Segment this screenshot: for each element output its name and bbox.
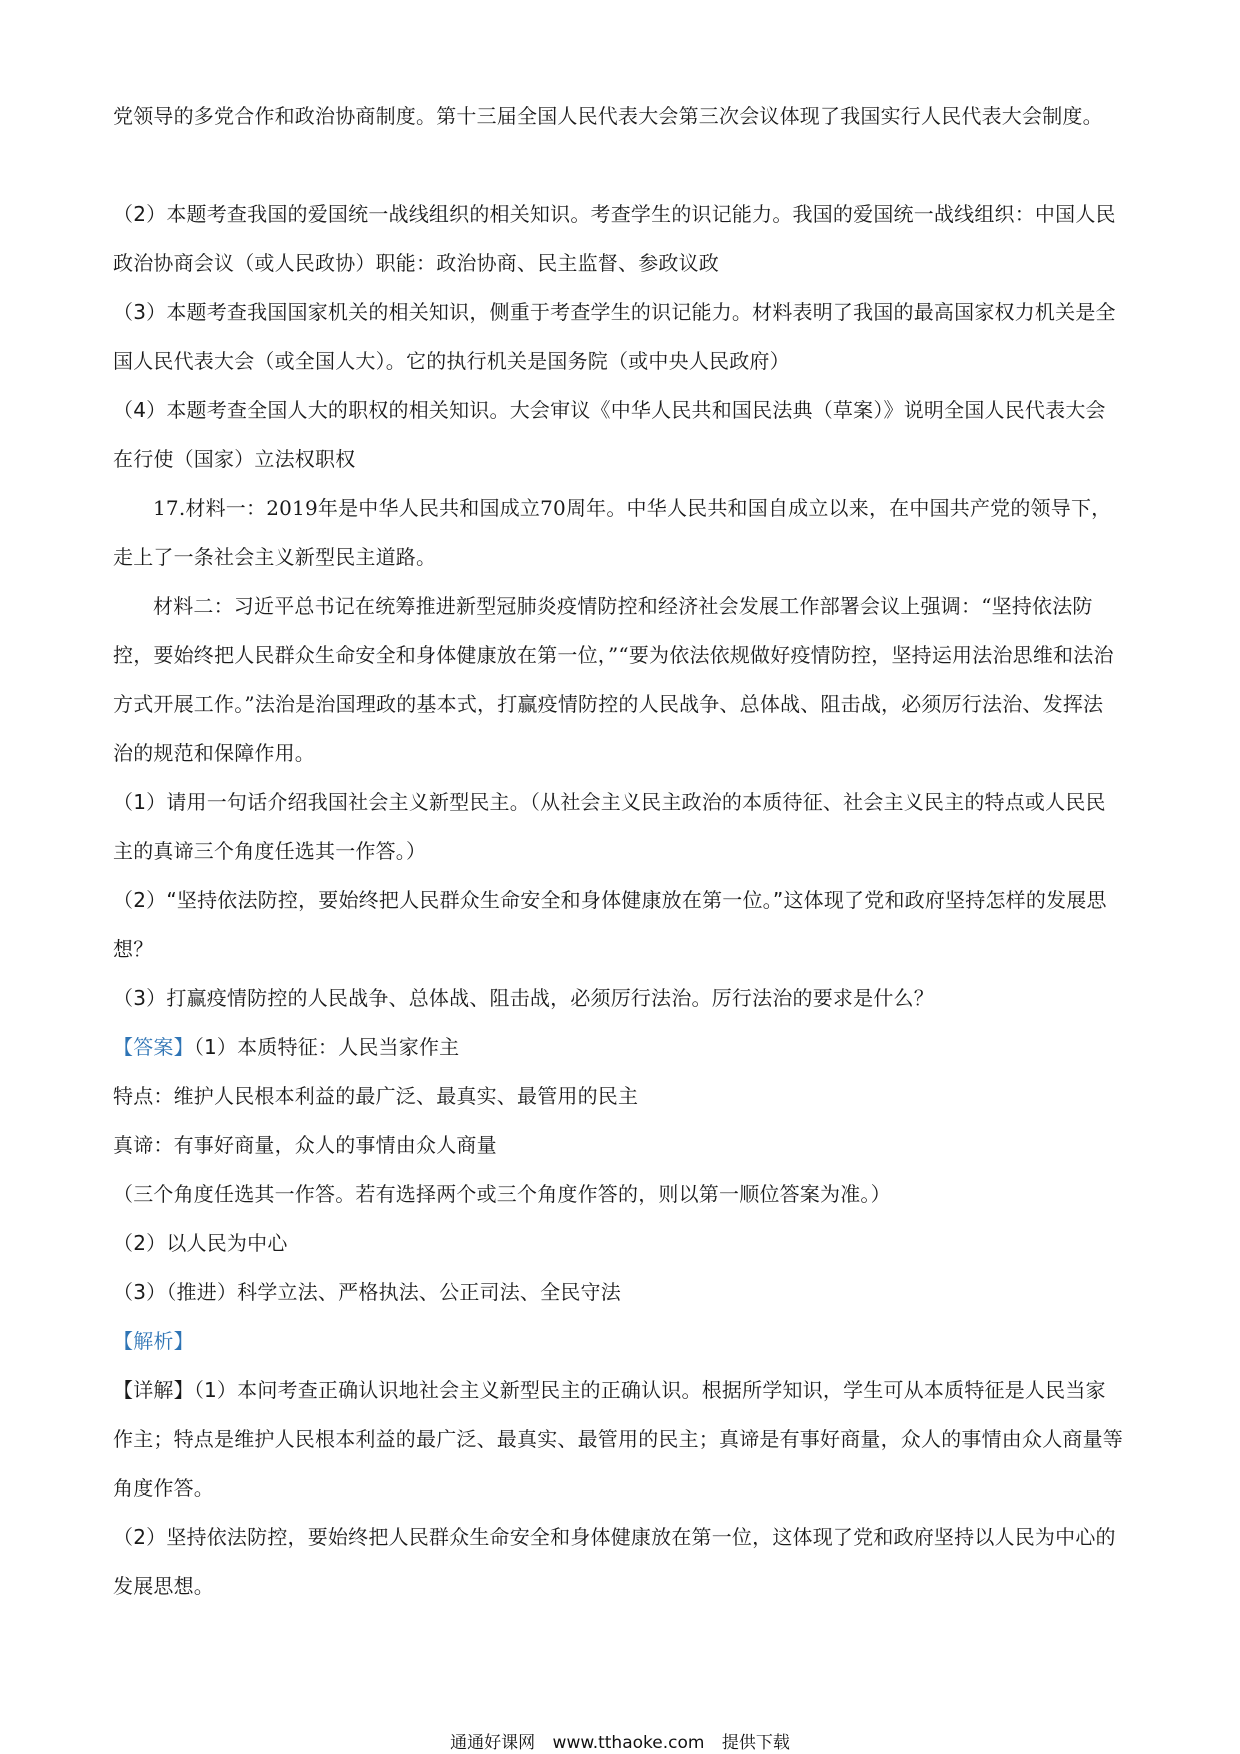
- material-two: 材料二：习近平总书记在统筹推进新型冠肺炎疫情防控和经济社会发展工作部署会议上强调：“坚持依法防控，要始终把人民群众生命安全和身体健康放在第一位，”“要为依法依规做好疫情防控，坚持运用法治思维和法治方式开展工作。”法治是治国理政的基本式，打赢疫情防控的人民战争、总体战、阻击战，必须厉行法治、发挥法治的规范和保障作用。: [113, 594, 1114, 765]
- analysis-tag: 【解析】: [113, 1329, 194, 1353]
- answer-trait: 特点：维护人民根本利益的最广泛、最真实、最管用的民主: [113, 1084, 639, 1108]
- answer-item-1: （1）本质特征：人民当家作主: [193, 1035, 460, 1059]
- footer-suffix: 提供下载: [721, 1733, 790, 1753]
- answer-item-3: （3）（推进）科学立法、严格执法、公正司法、全民守法: [113, 1280, 621, 1304]
- answer-note: （三个角度任选其一作答。若有选择两个或三个角度作答的，则以第一顺位答案为准。）: [113, 1182, 891, 1206]
- detail-1-text: （1）本问考查正确认识地社会主义新型民主的正确认识。根据所学知识，学生可从本质特征是人民当家作主；特点是维护人民根本利益的最广泛、最真实、最管用的民主；真谛是有事好商量，众人的事情由众人商量等角度作答。: [113, 1378, 1123, 1500]
- prev-question-3: （3）本题考查我国国家机关的相关知识，侧重于考查学生的识记能力。材料表明了我国的最高国家权力机关是全国人民代表大会（或全国人大）。它的执行机关是国务院（或中央人民政府）: [113, 300, 1116, 373]
- answer-essence: 真谛：有事好商量，众人的事情由众人商量: [113, 1133, 497, 1157]
- detail-1: [113, 1366, 1123, 1513]
- page-footer: [0, 1728, 1240, 1753]
- detail-2: （2）坚持依法防控，要始终把人民群众生命安全和身体健康放在第一位，这体现了党和政府坚持以人民为中心的发展思想。: [113, 1525, 1116, 1598]
- material-one: 17.材料一：2019年是中华人民共和国成立70周年。中华人民共和国自成立以来，在中国共产党的领导下，走上了一条社会主义新型民主道路。: [113, 496, 1112, 569]
- sub-question-1: （1）请用一句话介绍我国社会主义新型民主。（从社会主义民主政治的本质待征、社会主义民主的特点或人民民主的真谛三个角度任选其一作答。）: [113, 790, 1106, 863]
- footer-site-name: 通通好课网: [450, 1733, 536, 1753]
- sub-question-3: （3）打赢疫情防控的人民战争、总体战、阻击战，必须厉行法治。厉行法治的要求是什么？: [113, 986, 934, 1010]
- prev-answer-line: 党领导的多党合作和政治协商制度。第十三届全国人民代表大会第三次会议体现了我国实行人民代表大会制度。: [113, 104, 1103, 128]
- footer-url[interactable]: www.tthaoke.com: [552, 1733, 705, 1753]
- answer-tag: 【答案】: [113, 1035, 194, 1059]
- sub-question-2: （2）“坚持依法防控，要始终把人民群众生命安全和身体健康放在第一位。”这体现了党和政府坚持怎样的发展思想？: [113, 888, 1107, 961]
- detail-tag: 【详解】: [113, 1378, 194, 1402]
- prev-question-2: （2）本题考查我国的爱国统一战线组织的相关知识。考查学生的识记能力。我国的爱国统一战线组织：中国人民政治协商会议（或人民政协）职能：政治协商、民主监督、参政议政: [113, 202, 1116, 275]
- answer-line-1: [113, 1023, 1123, 1072]
- prev-question-4: （4）本题考查全国人大的职权的相关知识。大会审议《中华人民共和国民法典（草案）》说明全国人民代表大会在行使（国家）立法权职权: [113, 398, 1106, 471]
- answer-item-2: （2）以人民为中心: [113, 1231, 288, 1255]
